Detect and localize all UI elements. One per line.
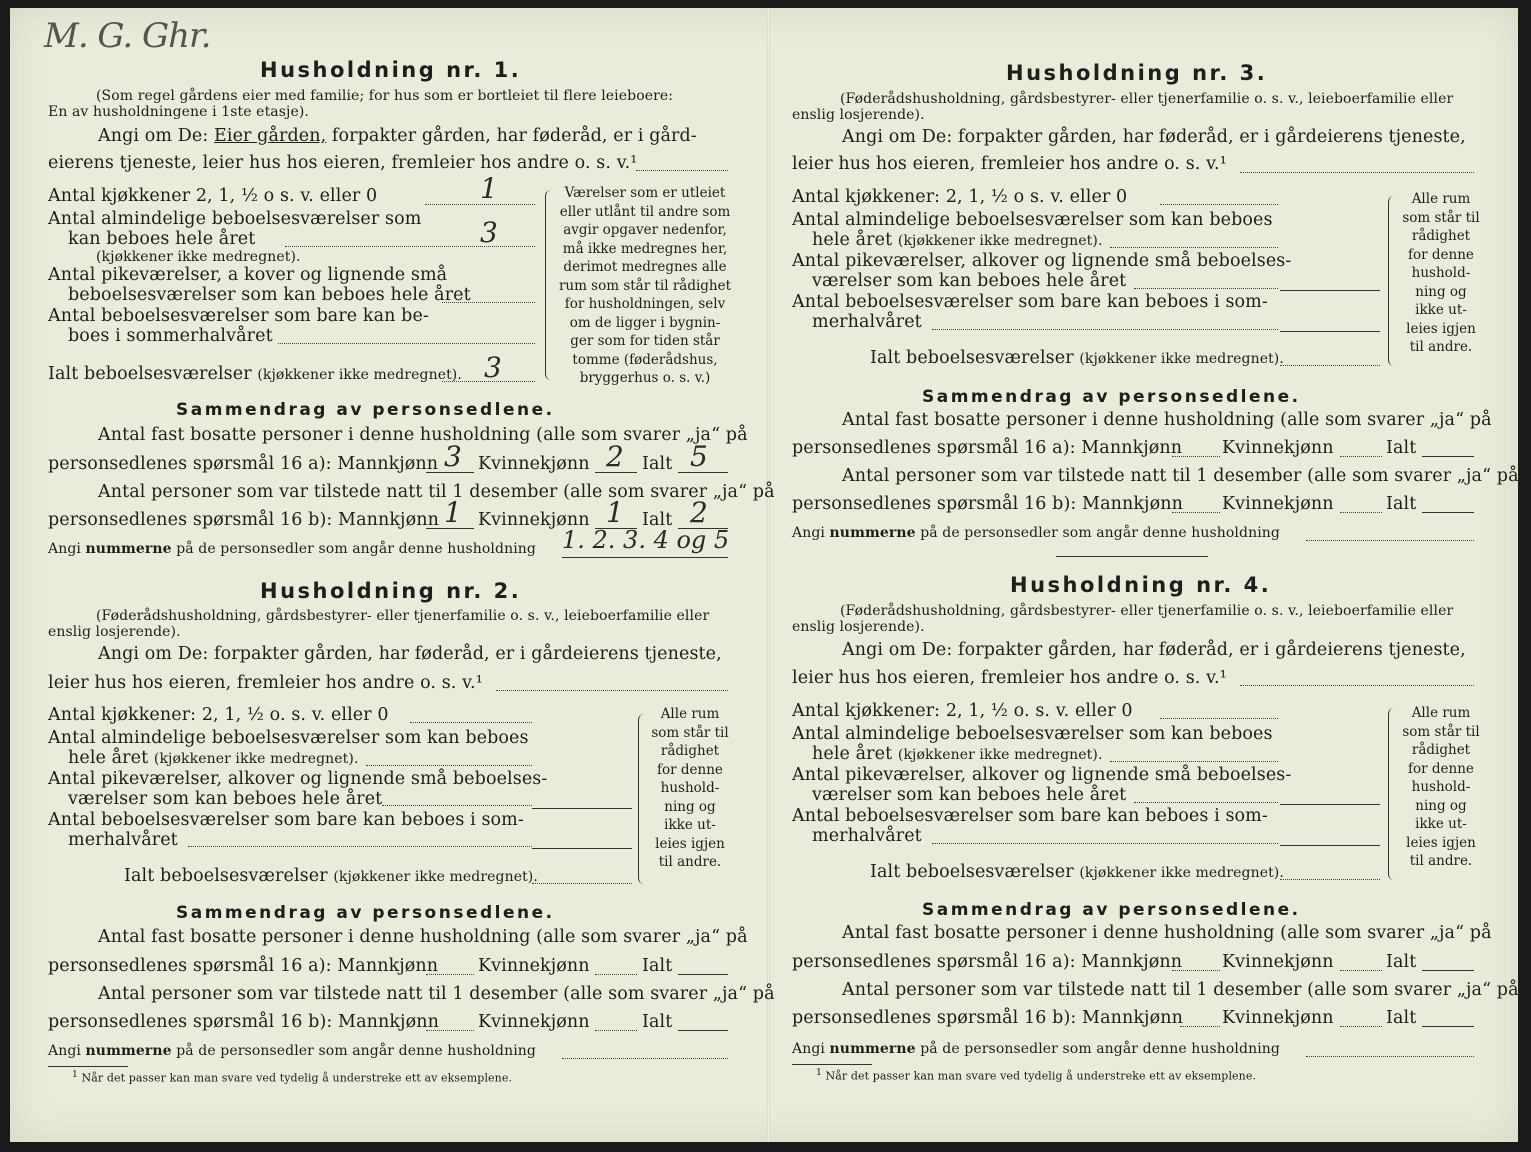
h1-alm-label-2: kan beboes hele året — [68, 229, 256, 249]
h2-tilst-mann-field[interactable] — [426, 1030, 474, 1031]
h2-pike-label-2: værelser som kan beboes hele året — [68, 789, 383, 809]
h1-ialt-value: 3 — [484, 351, 502, 384]
h1-pike-label-2: beboelsesværelser som kan beboes hele året — [68, 285, 471, 305]
h4-sommer-label-1: Antal beboelsesværelser som bare kan beboes i som- — [792, 806, 1268, 826]
h3-fast-line2: personsedlenes spørsmål 16 a): Mannkjønn — [792, 438, 1183, 458]
h1-angi-line1: Angi om De: Eier gården, forpakter gården, har føderåd, er i gård- — [98, 126, 697, 146]
h3-tilst-kvinne-field[interactable] — [1340, 512, 1382, 513]
h1-tilst-line2: personsedlenes spørsmål 16 b): Mannkjønn — [48, 510, 439, 530]
h4-tilst-ialt-field[interactable] — [1422, 1026, 1474, 1027]
h1-tilst-mann-value: 1 — [444, 496, 462, 529]
h2-fast-kvinne-label: Kvinnekjønn — [478, 956, 590, 976]
h4-fast-kvinne-field[interactable] — [1340, 970, 1382, 971]
h1-pike-label-1: Antal pikeværelser, a kover og lignende små — [48, 265, 448, 285]
h1-nummer-field[interactable] — [562, 557, 728, 558]
h2-intro-line2: enslig losjerende). — [48, 624, 181, 640]
right-footnote-rule — [792, 1064, 872, 1065]
h1-tilst-kvinne-value: 1 — [606, 496, 624, 529]
h4-sommer-label-2: merhalvåret — [812, 826, 922, 846]
left-footnote-rule — [48, 1066, 128, 1067]
h3-fast-ialt-label: Ialt — [1386, 438, 1417, 458]
h2-fast-kvinne-field[interactable] — [595, 974, 637, 975]
h3-brace — [1388, 196, 1395, 366]
h2-angi-line2: leier hus hos eieren, fremleier hos andre o. s. v.¹ — [48, 673, 483, 693]
h1-angi-answer-line[interactable] — [636, 170, 728, 171]
h2-title: Husholdning nr. 2. — [260, 579, 522, 603]
h3-alm-label-1: Antal almindelige beboelsesværelser som kan beboes — [792, 210, 1273, 230]
h4-tilst-line2: personsedlenes spørsmål 16 b): Mannkjønn — [792, 1008, 1183, 1028]
h2-fast-line2: personsedlenes spørsmål 16 a): Mannkjønn — [48, 956, 439, 976]
h3-nummer-label: Angi nummerne på de personsedler som angår denne husholdning — [792, 525, 1280, 541]
h3-fast-mann-field[interactable] — [1172, 456, 1220, 457]
h2-brace — [638, 714, 645, 884]
h3-fast-line1: Antal fast bosatte personer i denne husholdning (alle som svarer „ja“ på — [842, 410, 1492, 430]
h2-side-note: Alle rum som står til rådighet for denne hushold- ning og ikke ut- leies igjen til andre. — [651, 706, 729, 870]
h4-intro-line2: enslig losjerende). — [792, 619, 925, 635]
h3-alm-field[interactable] — [1110, 247, 1278, 248]
h4-pike-label-2: værelser som kan beboes hele året — [812, 785, 1127, 805]
h3-tilst-line1: Antal personer som var tilstede natt til 1 desember (alle som svarer „ja“ på — [842, 466, 1519, 486]
h1-alm-label-3: (kjøkkener ikke medregnet). — [96, 249, 301, 265]
h3-side-note: Alle rum som står til rådighet for denne hushold- ning og ikke ut- leies igjen til andre. — [1402, 191, 1480, 355]
h4-angi-answer-line[interactable] — [1240, 685, 1474, 686]
h2-alm-label-2: hele året (kjøkkener ikke medregnet). — [68, 748, 359, 768]
h4-brace — [1388, 708, 1395, 880]
h4-fast-kvinne-label: Kvinnekjønn — [1222, 952, 1334, 972]
h4-tilst-kvinne-field[interactable] — [1340, 1026, 1382, 1027]
h3-sommer-label-2: merhalvåret — [812, 312, 922, 332]
h2-alm-label-1: Antal almindelige beboelsesværelser som kan beboes — [48, 728, 529, 748]
h1-tilst-kvinne-label: Kvinnekjønn — [478, 510, 590, 530]
h2-kjokken-label: Antal kjøkkener: 2, 1, ½ o. s. v. eller 0 — [48, 705, 389, 725]
h4-tilst-line1: Antal personer som var tilstede natt til 1 desember (alle som svarer „ja“ på — [842, 980, 1519, 1000]
h3-pike-answer-line[interactable] — [1280, 290, 1380, 291]
h2-sommer-answer-line[interactable] — [532, 848, 632, 849]
h1-intro-line1: (Som regel gårdens eier med familie; for hus som er bortleiet til flere leieboere: — [96, 88, 674, 104]
h2-nummer-field[interactable] — [562, 1058, 728, 1059]
h2-ialt-label: Ialt beboelsesværelser (kjøkkener ikke medregnet). — [124, 866, 538, 886]
h3-sammendrag-heading: Sammendrag av personsedlene. — [922, 387, 1301, 407]
h1-fast-ialt-label: Ialt — [642, 454, 673, 474]
h3-angi-line2: leier hus hos eieren, fremleier hos andre o. s. v.¹ — [792, 154, 1227, 174]
h2-alm-field[interactable] — [366, 765, 532, 766]
h1-nummer-label: Angi nummerne på de personsedler som angår denne husholdning — [48, 541, 536, 557]
h3-ialt-label: Ialt beboelsesværelser (kjøkkener ikke medregnet). — [870, 348, 1284, 368]
h3-kjokken-field[interactable] — [1160, 204, 1278, 205]
h3-alm-label-2: hele året (kjøkkener ikke medregnet). — [812, 230, 1103, 250]
h4-alm-label-2: hele året (kjøkkener ikke medregnet). — [812, 744, 1103, 764]
right-footnote: $^1$ Når det passer kan man svare ved tydelig å understreke ett av eksemplene. — [816, 1067, 1257, 1083]
h1-alm-label-1: Antal almindelige beboelsesværelser som — [48, 209, 422, 229]
h3-fast-kvinne-field[interactable] — [1340, 456, 1382, 457]
h2-sommer-label-1: Antal beboelsesværelser som bare kan beboes i som- — [48, 810, 524, 830]
h3-kjokken-label: Antal kjøkkener: 2, 1, ½ o s. v. eller 0 — [792, 187, 1128, 207]
h3-sommer-field[interactable] — [932, 329, 1278, 330]
h4-intro-line1: (Føderådshusholdning, gårdsbestyrer- eller tjenerfamilie o. s. v., leieboerfamilie eller — [840, 603, 1454, 619]
h2-tilst-line1: Antal personer som var tilstede natt til 1 desember (alle som svarer „ja“ på — [98, 984, 775, 1004]
h1-pike-field[interactable] — [442, 302, 535, 303]
h4-alm-label-1: Antal almindelige beboelsesværelser som kan beboes — [792, 724, 1273, 744]
h3-tilst-ialt-field[interactable] — [1422, 512, 1474, 513]
h4-sammendrag-heading: Sammendrag av personsedlene. — [922, 900, 1301, 920]
h2-pike-answer-line[interactable] — [532, 808, 632, 809]
h4-pike-answer-line[interactable] — [1280, 804, 1380, 805]
h2-tilst-kvinne-label: Kvinnekjønn — [478, 1012, 590, 1032]
h3-title: Husholdning nr. 3. — [1006, 61, 1268, 85]
h1-nummer-value: 1. 2. 3. 4 og 5 — [562, 526, 730, 554]
h1-title: Husholdning nr. 1. — [260, 58, 522, 82]
h4-fast-line2: personsedlenes spørsmål 16 a): Mannkjønn — [792, 952, 1183, 972]
h1-alm-value: 3 — [480, 216, 498, 249]
census-form-sheet — [10, 8, 1518, 1142]
h3-ialt-field[interactable] — [1280, 365, 1380, 366]
page-fold — [767, 8, 770, 1142]
h4-fast-mann-field[interactable] — [1172, 970, 1220, 971]
h4-fast-line1: Antal fast bosatte personer i denne husholdning (alle som svarer „ja“ på — [842, 923, 1492, 943]
h1-fast-kvinne-value: 2 — [606, 440, 624, 473]
h1-sammendrag-heading: Sammendrag av personsedlene. — [176, 400, 555, 420]
h4-pike-label-1: Antal pikeværelser, alkover og lignende små beboelses- — [792, 765, 1292, 785]
h2-nummer-label: Angi nummerne på de personsedler som angår denne husholdning — [48, 1043, 536, 1059]
h3-intro-line1: (Føderådshusholdning, gårdsbestyrer- eller tjenerfamilie o. s. v., leieboerfamilie eller — [840, 91, 1454, 107]
h3-fast-kvinne-label: Kvinnekjønn — [1222, 438, 1334, 458]
h3-pike-label-1: Antal pikeværelser, alkover og lignende små beboelses- — [792, 251, 1292, 271]
h1-tilst-ialt-label: Ialt — [642, 510, 673, 530]
h1-tilst-line1: Antal personer som var tilstede natt til 1 desember (alle som svarer „ja“ på — [98, 482, 775, 502]
h2-pike-label-1: Antal pikeværelser, alkover og lignende små beboelses- — [48, 769, 548, 789]
h3-tilst-kvinne-label: Kvinnekjønn — [1222, 494, 1334, 514]
h2-tilst-ialt-field[interactable] — [678, 1030, 728, 1031]
h4-alm-field[interactable] — [1110, 761, 1278, 762]
h3-fast-ialt-field[interactable] — [1422, 456, 1474, 457]
h1-sommer-label-2: boes i sommerhalvåret — [68, 326, 273, 346]
left-footnote: $^1$ Når det passer kan man svare ved tydelig å understreke ett av eksemplene. — [72, 1069, 513, 1085]
h3-angi-line1: Angi om De: forpakter gården, har føderåd, er i gårdeierens tjeneste, — [842, 127, 1466, 147]
h4-pike-field[interactable] — [1134, 802, 1278, 803]
h3-nummer-field[interactable] — [1306, 540, 1474, 541]
h1-fast-line2: personsedlenes spørsmål 16 a): Mannkjønn — [48, 454, 439, 474]
h2-angi-answer-line[interactable] — [496, 690, 728, 691]
h4-tilst-mann-field[interactable] — [1180, 1026, 1220, 1027]
h3-angi-answer-line[interactable] — [1240, 172, 1474, 173]
h3-tilst-mann-field[interactable] — [1172, 512, 1220, 513]
h1-kjokken-label: Antal kjøkkener 2, 1, ½ o s. v. eller 0 — [48, 186, 378, 206]
h4-nummer-field[interactable] — [1306, 1056, 1474, 1057]
h1-ialt-label: Ialt beboelsesværelser (kjøkkener ikke medregnet). — [48, 364, 462, 384]
h3-sommer-answer-line[interactable] — [1280, 331, 1380, 332]
h2-pike-field[interactable] — [382, 805, 532, 806]
h2-angi-line1: Angi om De: forpakter gården, har føderåd, er i gårdeierens tjeneste, — [98, 644, 722, 664]
h2-fast-mann-field[interactable] — [426, 974, 474, 975]
h2-kjokken-field[interactable] — [410, 722, 532, 723]
h4-fast-ialt-label: Ialt — [1386, 952, 1417, 972]
h2-sommer-field[interactable] — [188, 846, 532, 847]
h3-tilst-ialt-label: Ialt — [1386, 494, 1417, 514]
h1-sommer-field[interactable] — [278, 343, 535, 344]
h3-tilst-line2: personsedlenes spørsmål 16 b): Mannkjønn — [792, 494, 1183, 514]
h4-fast-ialt-field[interactable] — [1422, 970, 1474, 971]
h4-ialt-label: Ialt beboelsesværelser (kjøkkener ikke medregnet). — [870, 862, 1284, 882]
h1-fast-ialt-value: 5 — [690, 440, 708, 473]
h4-kjokken-label: Antal kjøkkener: 2, 1, ½ o. s. v. eller 0 — [792, 701, 1133, 721]
h2-sommer-label-2: merhalvåret — [68, 830, 178, 850]
h3-divider — [1056, 556, 1208, 557]
h4-title: Husholdning nr. 4. — [1010, 573, 1272, 597]
h4-side-note: Alle rum som står til rådighet for denne hushold- ning og ikke ut- leies igjen til andre. — [1402, 705, 1480, 869]
h1-kjokken-value: 1 — [480, 172, 498, 205]
h4-nummer-label: Angi nummerne på de personsedler som angår denne husholdning — [792, 1041, 1280, 1057]
h1-angi-line2: eierens tjeneste, leier hus hos eieren, fremleier hos andre o. s. v.¹ — [48, 153, 638, 173]
h4-angi-line1: Angi om De: forpakter gården, har føderåd, er i gårdeierens tjeneste, — [842, 640, 1466, 660]
h3-pike-label-2: værelser som kan beboes hele året — [812, 271, 1127, 291]
h2-tilst-line2: personsedlenes spørsmål 16 b): Mannkjønn — [48, 1012, 439, 1032]
h1-side-note: Værelser som er utleiet eller utlånt til andre som avgir opgaver nedenfor, må ikke medregnes her, derimot medregnes alle rum som står til rådighet for husholdningen, selv om de ligger i bygnin- ger som for tiden står tomme (føderådshus, bryggerhus o. s. v.) — [558, 185, 732, 386]
h3-pike-field[interactable] — [1134, 288, 1278, 289]
h2-fast-ialt-field[interactable] — [678, 974, 728, 975]
h1-intro-line2: En av husholdningene i 1ste etasje). — [48, 104, 309, 120]
h2-fast-line1: Antal fast bosatte personer i denne husholdning (alle som svarer „ja“ på — [98, 927, 748, 947]
h2-tilst-ialt-label: Ialt — [642, 1012, 673, 1032]
h3-intro-line2: enslig losjerende). — [792, 107, 925, 123]
h4-tilst-kvinne-label: Kvinnekjønn — [1222, 1008, 1334, 1028]
h4-angi-line2: leier hus hos eieren, fremleier hos andre o. s. v.¹ — [792, 668, 1227, 688]
h1-fast-mann-value: 3 — [444, 440, 462, 473]
h2-tilst-kvinne-field[interactable] — [595, 1030, 637, 1031]
h4-ialt-field[interactable] — [1280, 879, 1380, 880]
corner-pencil-note: M. G. Ghr. — [44, 16, 211, 56]
h1-fast-line1: Antal fast bosatte personer i denne husholdning (alle som svarer „ja“ på — [98, 425, 748, 445]
h1-tilst-ialt-value: 2 — [690, 496, 708, 529]
h1-eier-garden-underlined: Eier gården, — [214, 126, 327, 146]
h1-brace — [545, 190, 552, 380]
h4-kjokken-field[interactable] — [1160, 718, 1278, 719]
h2-intro-line1: (Føderådshusholdning, gårdsbestyrer- eller tjenerfamilie o. s. v., leieboerfamilie eller — [96, 608, 710, 624]
h2-ialt-field[interactable] — [532, 883, 632, 884]
h4-sommer-field[interactable] — [932, 843, 1278, 844]
h1-sommer-label-1: Antal beboelsesværelser som bare kan be- — [48, 306, 429, 326]
h3-sommer-label-1: Antal beboelsesværelser som bare kan beboes i som- — [792, 292, 1268, 312]
h1-fast-kvinne-label: Kvinnekjønn — [478, 454, 590, 474]
h4-sommer-answer-line[interactable] — [1280, 845, 1380, 846]
h4-tilst-ialt-label: Ialt — [1386, 1008, 1417, 1028]
h2-fast-ialt-label: Ialt — [642, 956, 673, 976]
h2-sammendrag-heading: Sammendrag av personsedlene. — [176, 903, 555, 923]
